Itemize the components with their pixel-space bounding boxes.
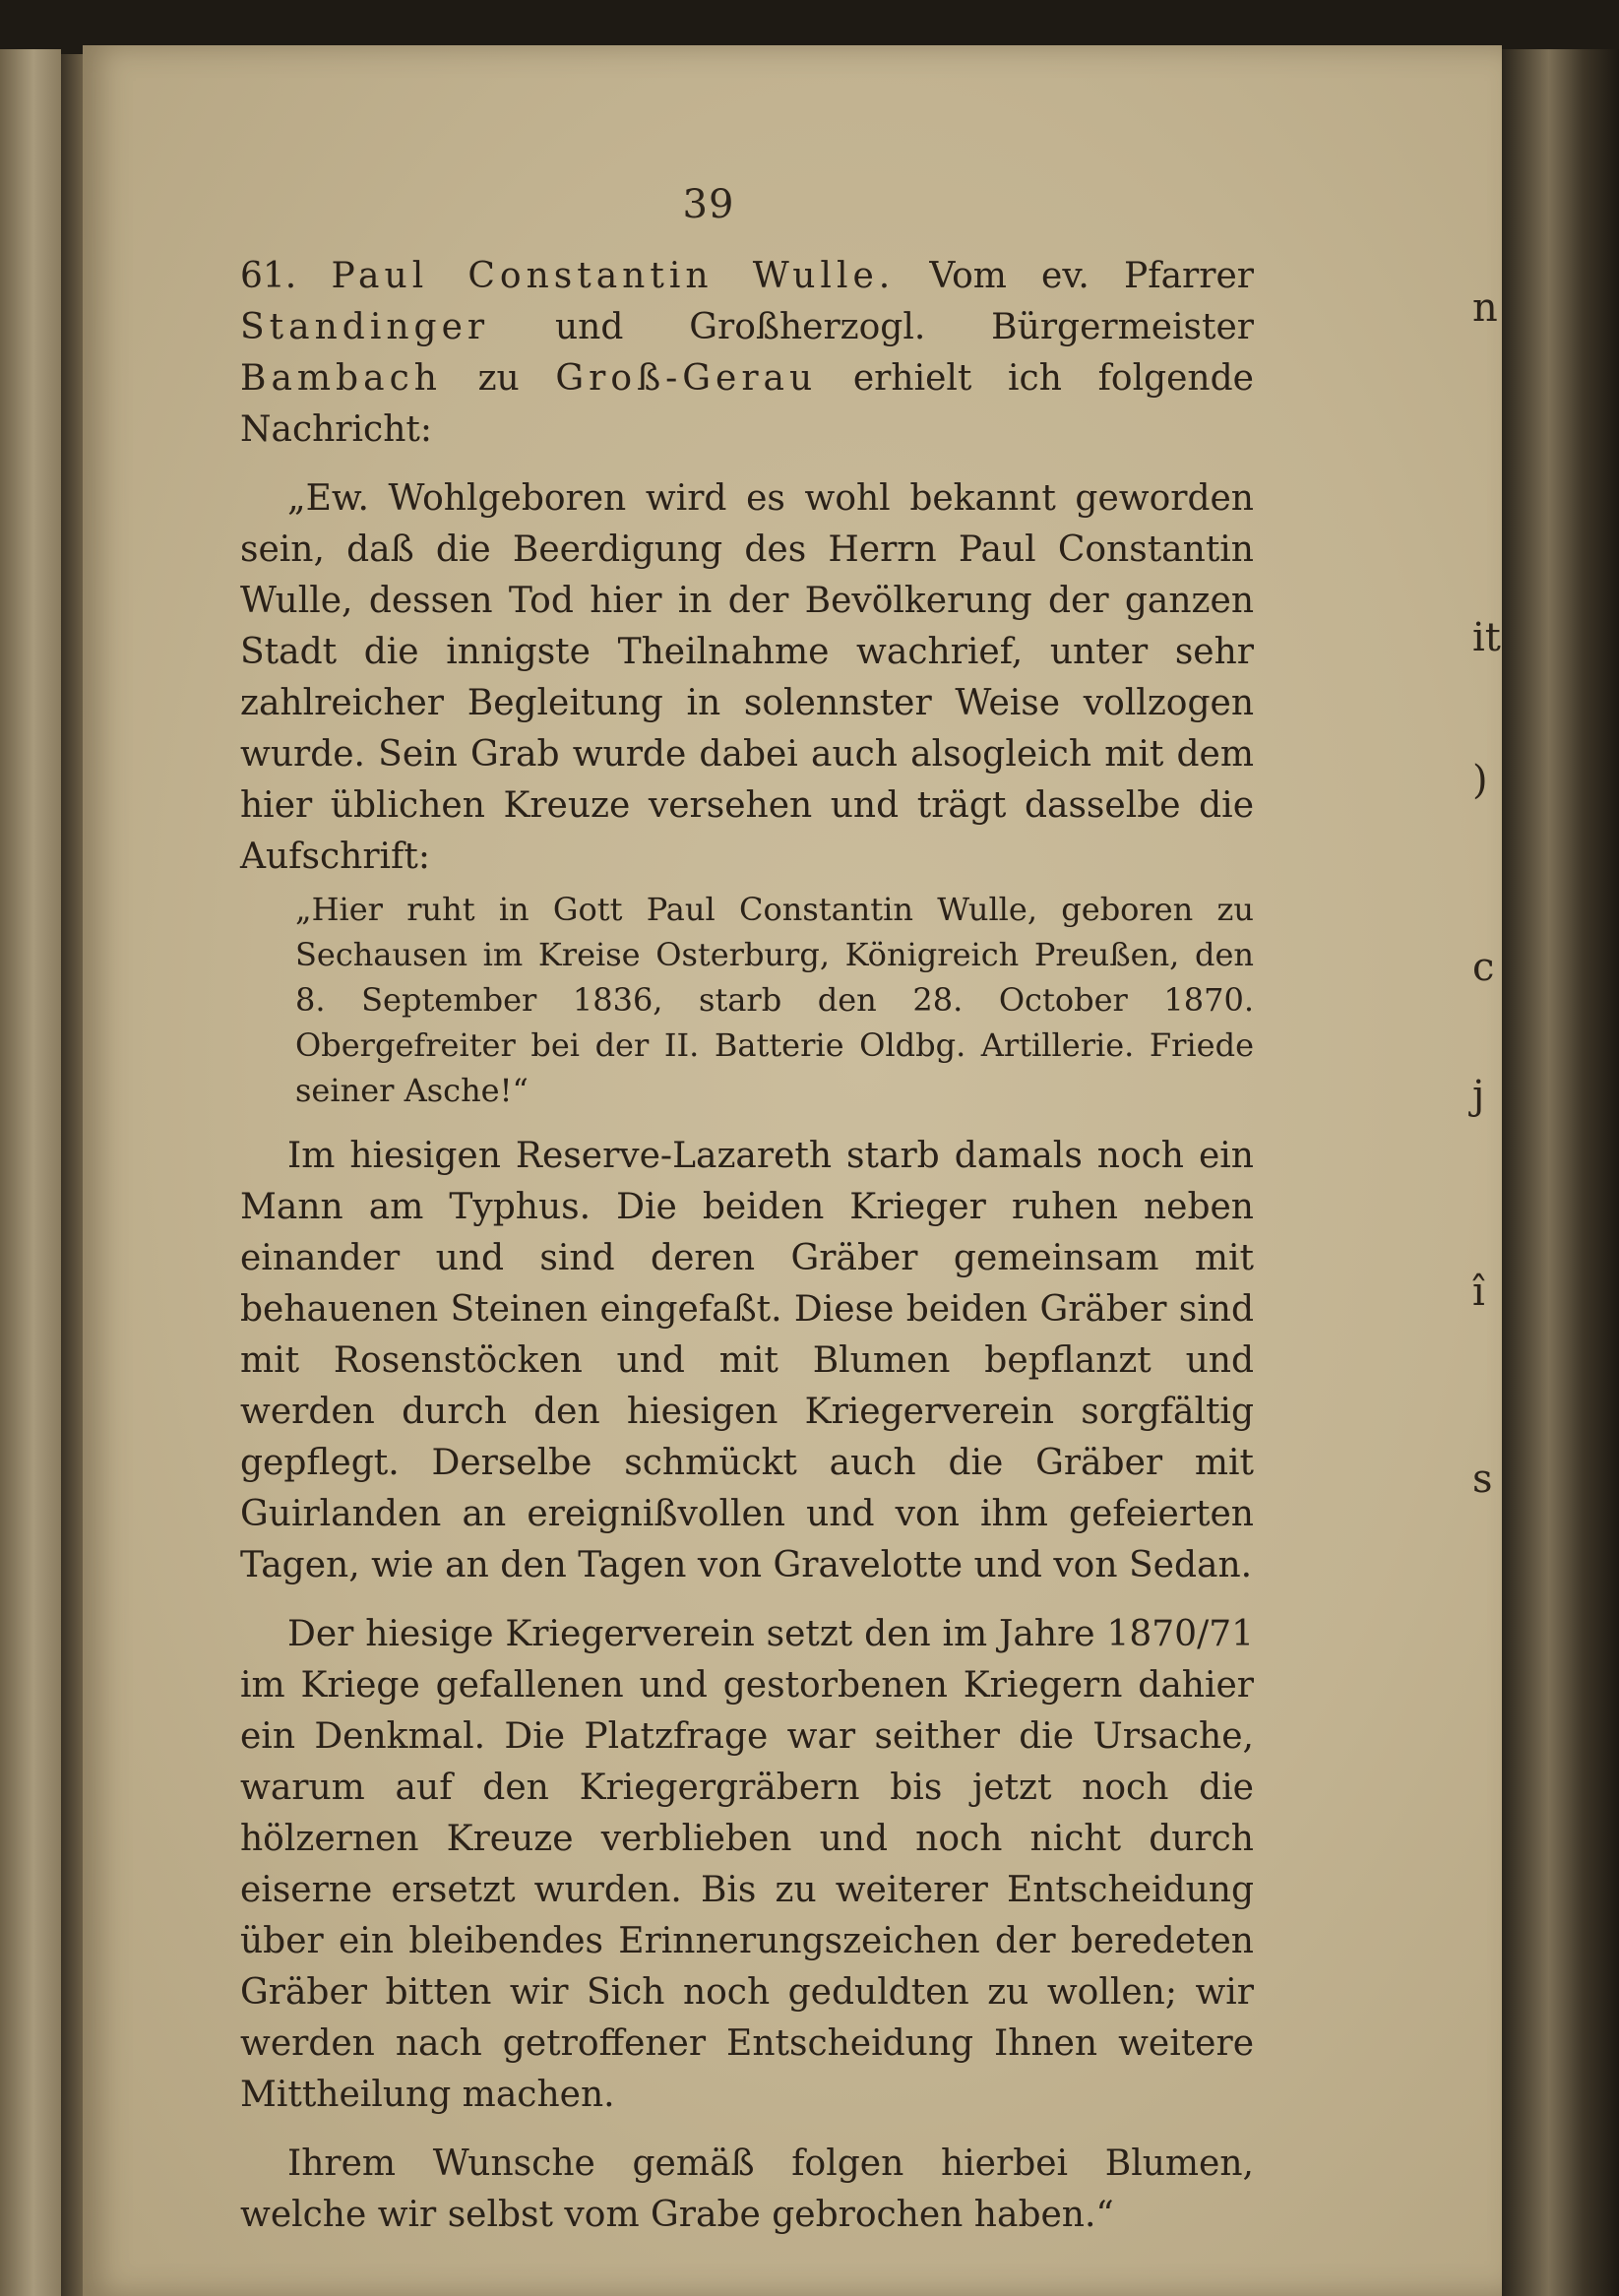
letter-paragraph-2: Im hiesigen Reserve-Lazareth starb damals noch ein Mann am Typhus. Die beiden Krieger ruhen neben einander und sind deren Gräber gemeinsam mit behauenen Steinen eingefaßt. Diese beiden Gräber sind mit Rosenstöcken und mit Blumen bepflanzt und werden durch den hiesigen Kriegerverein sorgfältig gepflegt. Derselbe schmückt auch die Gräber mit Guirlanden an ereignißvollen und von ihm gefeierten Tagen, wie an den Tagen von Gravelotte und von Sedan. xyxy=(240,1136,1254,1585)
entry-heading xyxy=(240,251,1254,456)
page-number: 39 xyxy=(682,182,735,227)
grave-inscription: „Hier ruht in Gott Paul Constantin Wulle, geboren zu Sechausen im Kreise Osterburg, Königreich Preußen, den 8. September 1836, starb den 28. October 1870. Obergefreiter bei der II. Batterie Oldbg. Artillerie. Friede seiner Asche!“ xyxy=(295,891,1254,1109)
letter-paragraph-1: „Ew. Wohlgeboren wird es wohl bekannt geworden sein, daß die Beerdigung des Herrn Paul Constantin Wulle, dessen Tod hier in der Bevölkerung der ganzen Stadt die innigste Theilnahme wachrief, unter sehr zahlreicher Begleitung in solennster Weise vollzogen wurde. Sein Grab wurde dabei auch alsogleich mit dem hier üblichen Kreuze versehen und trägt dasselbe die Aufschrift: xyxy=(240,478,1254,877)
entry-intro-start: Vom ev. Pfarrer xyxy=(929,256,1254,296)
margin-fragment: s xyxy=(1472,1457,1493,1502)
margin-fragment: ) xyxy=(1472,758,1488,803)
entry-name: Paul Constantin Wulle. xyxy=(331,256,896,296)
entry-zu: zu xyxy=(477,358,520,399)
place-name: Groß-Gerau xyxy=(555,358,818,399)
entry-intro-end: erhielt ich folgende Nachricht: xyxy=(240,358,1254,450)
margin-fragment: î xyxy=(1472,1270,1485,1315)
mayor-name: Bambach xyxy=(240,358,442,399)
pastor-name: Standinger xyxy=(240,307,490,347)
entry-intro-mid: und Großherzogl. Bürgermeister xyxy=(554,307,1254,347)
book-gutter xyxy=(61,54,83,2296)
left-page-edge xyxy=(0,49,61,2296)
right-page-edge xyxy=(1502,49,1619,2296)
letter-paragraph-4: Ihrem Wunsche gemäß folgen hierbei Blumen, welche wir selbst vom Grabe gebrochen haben.“ xyxy=(240,2143,1254,2235)
letter-paragraph-3: Der hiesige Kriegerverein setzt den im Jahre 1870/71 im Kriege gefallenen und gestorbenen Kriegern dahier ein Denkmal. Die Platzfrage war seither die Ursache, warum auf den Kriegergräbern bis jetzt noch die hölzernen Kreuze verblieben und noch nicht durch eiserne ersetzt wurden. Bis zu weiterer Entscheidung über ein bleibendes Erinnerungszeichen der beredeten Gräber bitten wir Sich noch geduldten zu wollen; wir werden nach getroffener Entscheidung Ihnen weitere Mittheilung machen. xyxy=(240,1614,1254,2115)
entry-number: 61. xyxy=(240,256,297,296)
margin-fragment: c xyxy=(1472,945,1495,990)
margin-fragment: j xyxy=(1472,1073,1485,1118)
margin-fragment: n xyxy=(1472,285,1498,331)
page-body xyxy=(240,251,1254,2241)
margin-fragment: it xyxy=(1472,615,1501,660)
